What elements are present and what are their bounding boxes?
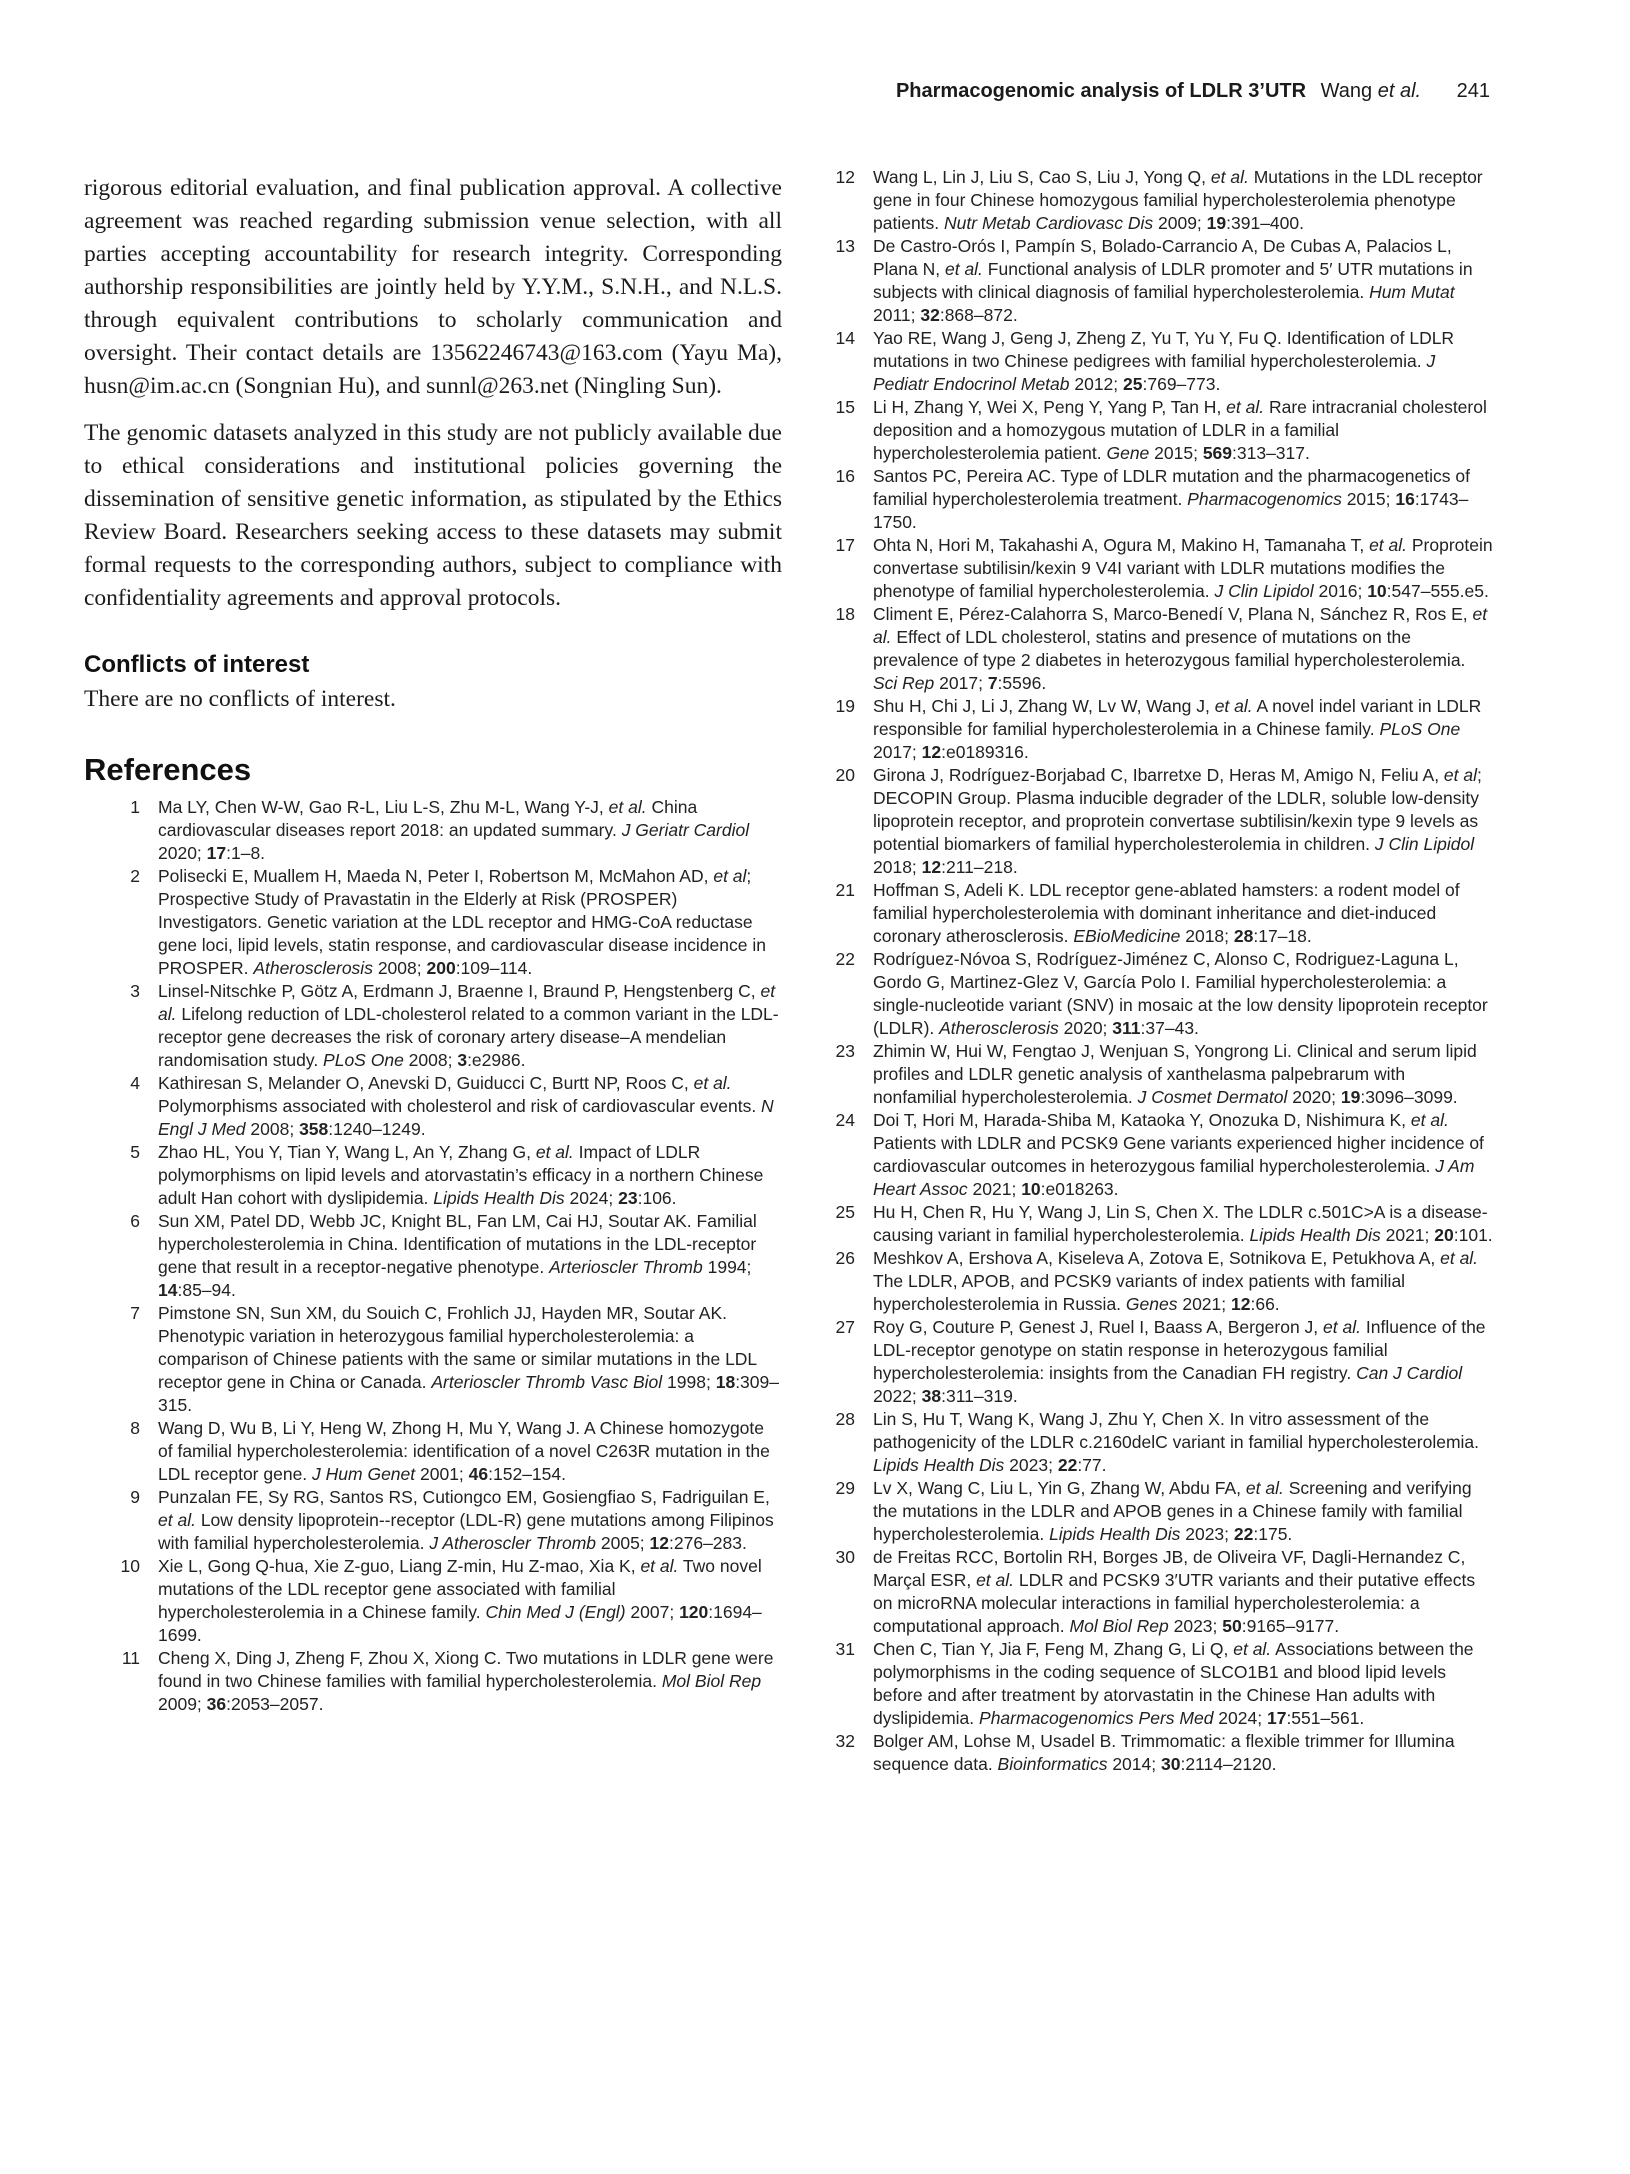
reference-text: Lin S, Hu T, Wang K, Wang J, Zhu Y, Chen X. In vitro assessment of the pathogenicity of the LDLR c.2160delC variant in familial hypercholesterolemia. Lipids Health Dis 2023; 22:77. [873,1409,1480,1475]
reference-number: 11 [121,1648,140,1668]
reference-text: Linsel-Nitschke P, Götz A, Erdmann J, Braenne I, Braund P, Hengstenberg C, et al. Lifelong reduction of LDL-cholesterol related to a common variant in the LDL-receptor gene decreases the risk of coronary artery disease–A mendelian randomisation study. PLoS One 2008; 3:e2986. [158,981,779,1070]
reference-item [84,1072,782,1141]
paragraph-data-availability: The genomic datasets analyzed in this study are not publicly available due to ethical considerations and institutional policies governing the dissemination of sensitive genetic information, as stipulated by the Ethics Review Board. Researchers seeking access to these datasets may submit formal requests to the corresponding authors, subject to compliance with confidentiality agreements and approval protocols. [84,420,782,611]
reference-number: 31 [835,1639,855,1659]
reference-number: 21 [835,880,855,900]
reference-item [833,166,1493,235]
reference-number: 13 [835,236,855,256]
reference-item [84,1141,782,1210]
references-list-left [84,796,782,1716]
reference-item [84,980,782,1072]
reference-number: 1 [130,797,140,817]
reference-item [833,1247,1493,1316]
reference-number: 10 [120,1556,140,1576]
reference-text: Punzalan FE, Sy RG, Santos RS, Cutiongco EM, Gosiengfiao S, Fadriguilan E, et al. Low density lipoprotein--receptor (LDL-R) gene mutations among Filipinos with familial hypercholesterolemia. J Atheroscler Thromb 2005; 12:276–283. [158,1487,774,1553]
reference-number: 12 [835,167,855,187]
reference-number: 24 [835,1110,855,1130]
reference-number: 26 [835,1248,855,1268]
reference-text: Kathiresan S, Melander O, Anevski D, Guiducci C, Burtt NP, Roos C, et al. Polymorphisms associated with cholesterol and risk of cardiovascular events. N Engl J Med 2008; 358:1240–1249. [158,1073,774,1139]
reference-text: Polisecki E, Muallem H, Maeda N, Peter I, Robertson M, McMahon AD, et al; Prospective Study of Pravastatin in the Elderly at Risk (PROSPER) Investigators. Genetic variation at the LDL receptor and HMG-CoA reductase gene loci, lipid levels, statin response, and cardiovascular disease incidence in PROSPER. Atherosclerosis 2008; 200:109–114. [158,866,766,978]
reference-text: Xie L, Gong Q-hua, Xie Z-guo, Liang Z-min, Hu Z-mao, Xia K, et al. Two novel mutations of the LDL receptor gene associated with familial hypercholesterolemia in a Chinese family. Chin Med J (Engl) 2007; 120:1694–1699. [158,1556,762,1645]
reference-item [833,465,1493,534]
reference-number: 17 [835,535,855,555]
right-column [833,166,1493,1776]
reference-item [833,879,1493,948]
reference-item [833,327,1493,396]
reference-text: Lv X, Wang C, Liu L, Yin G, Zhang W, Abdu FA, et al. Screening and verifying the mutations in the LDLR and APOB genes in a Chinese family with familial hypercholesterolemia. Lipids Health Dis 2023; 22:175. [873,1478,1472,1544]
reference-item [84,1486,782,1555]
reference-item [833,764,1493,879]
paragraph-authorship: rigorous editorial evaluation, and final publication approval. A collective agreement was reached regarding submission venue selection, with all parties accepting accountability for research integrity. Corresponding authorship responsibilities are jointly held by Y.Y.M., S.N.H., and N.L.S. through equivalent contributions to scholarly communication and oversight. Their contact details are 13562246743@163.com (Yayu Ma), husn@im.ac.cn (Songnian Hu), and sunnl@263.net (Ningling Sun). [84,175,782,399]
reference-text: Yao RE, Wang J, Geng J, Zheng Z, Yu T, Yu Y, Fu Q. Identification of LDLR mutations in two Chinese pedigrees with familial hypercholesterolemia. J Pediatr Endocrinol Metab 2012; 25:769–773. [873,328,1455,394]
reference-item [833,1638,1493,1730]
running-head-author-name: Wang [1320,80,1373,102]
reference-item [833,1408,1493,1477]
reference-text: Girona J, Rodríguez-Borjabad C, Ibarretxe D, Heras M, Amigo N, Feliu A, et al; DECOPIN Group. Plasma inducible degrader of the LDLR, soluble low-density lipoprotein receptor, and proprotein convertase subtilisin/kexin type 9 levels as potential biomarkers of familial hypercholesterolemia in children. J Clin Lipidol 2018; 12:211–218. [873,765,1482,877]
reference-text: Sun XM, Patel DD, Webb JC, Knight BL, Fan LM, Cai HJ, Soutar AK. Familial hypercholesterolemia in China. Identification of mutations in the LDL-receptor gene that result in a receptor-negative phenotype. Arterioscler Thromb 1994; 14:85–94. [158,1211,757,1300]
reference-number: 4 [130,1073,140,1093]
reference-number: 3 [130,981,140,1001]
reference-item [833,695,1493,764]
reference-text: Ohta N, Hori M, Takahashi A, Ogura M, Makino H, Tamanaha T, et al. Proprotein convertase subtilisin/kexin 9 V4I variant with LDLR mutations modifies the phenotype of familial hypercholesterolemia. J Clin Lipidol 2016; 10:547–555.e5. [873,535,1493,601]
reference-item [833,1316,1493,1408]
reference-item [833,396,1493,465]
running-head-author [1321,80,1421,102]
reference-number: 18 [835,604,855,624]
reference-text: de Freitas RCC, Bortolin RH, Borges JB, de Oliveira VF, Dagli-Hernandez C, Marçal ESR, et al. LDLR and PCSK9 3′UTR variants and their putative effects on microRNA molecular interactions in familial hypercholesterolemia: a computational approach. Mol Biol Rep 2023; 50:9165–9177. [873,1547,1476,1636]
reference-number: 22 [835,949,855,969]
reference-text: Ma LY, Chen W-W, Gao R-L, Liu L-S, Zhu M-L, Wang Y-J, et al. China cardiovascular diseases report 2018: an updated summary. J Geriatr Cardiol 2020; 17:1–8. [158,797,750,863]
reference-item [833,1040,1493,1109]
reference-text: Climent E, Pérez-Calahorra S, Marco-Benedí V, Plana N, Sánchez R, Ros E, et al. Effect of LDL cholesterol, statins and presence of mutations on the prevalence of type 2 diabetes in heterozygous familial hypercholesterolemia. Sci Rep 2017; 7:5596. [873,604,1488,693]
reference-number: 19 [835,696,855,716]
reference-number: 6 [130,1211,140,1231]
references-list-right [833,166,1493,1776]
reference-number: 32 [835,1731,855,1751]
reference-number: 29 [835,1478,855,1498]
reference-text: Wang D, Wu B, Li Y, Heng W, Zhong H, Mu Y, Wang J. A Chinese homozygote of familial hypercholesterolemia: identification of a novel C263R mutation in the LDL receptor gene. J Hum Genet 2001; 46:152–154. [158,1418,770,1484]
page-number: 241 [1456,80,1490,102]
reference-text: Zhimin W, Hui W, Fengtao J, Wenjuan S, Yongrong Li. Clinical and serum lipid profiles and LDLR genetic analysis of xanthelasma palpebrarum with nonfamilial hypercholesterolemia. J Cosmet Dermatol 2020; 19:3096–3099. [873,1041,1477,1107]
left-column [84,172,782,1716]
reference-number: 27 [835,1317,855,1337]
reference-item [84,1555,782,1647]
reference-text: Rodríguez-Nóvoa S, Rodríguez-Jiménez C, Alonso C, Rodriguez-Laguna L, Gordo G, Martinez-Glez V, García Polo I. Familial hypercholesterolemia: a single-nucleotide variant (SNV) in mosaic at the low density lipoprotein receptor (LDLR). Atherosclerosis 2020; 311:37–43. [873,949,1488,1038]
running-head [896,80,1490,103]
reference-number: 2 [130,866,140,886]
reference-text: Pimstone SN, Sun XM, du Souich C, Frohlich JJ, Hayden MR, Soutar AK. Phenotypic variation in heterozygous familial hypercholesterolemia: a comparison of Chinese patients with the same or similar mutations in the LDL receptor gene in China or Canada. Arterioscler Thromb Vasc Biol 1998; 18:309–315. [158,1303,779,1415]
reference-item [84,1417,782,1486]
reference-text: Cheng X, Ding J, Zheng F, Zhou X, Xiong C. Two mutations in LDLR gene were found in two Chinese families with familial hypercholesterolemia. Mol Biol Rep 2009; 36:2053–2057. [158,1648,774,1714]
reference-item [833,1201,1493,1247]
reference-text: Meshkov A, Ershova A, Kiseleva A, Zotova E, Sotnikova E, Petukhova A, et al. The LDLR, APOB, and PCSK9 variants of index patients with familial hypercholesterolemia in Russia. Genes 2021; 12:66. [873,1248,1479,1314]
reference-item [833,1477,1493,1546]
reference-item [84,865,782,980]
reference-text: Doi T, Hori M, Harada-Shiba M, Kataoka Y, Onozuka D, Nishimura K, et al. Patients with LDLR and PCSK9 Gene variants experienced higher incidence of cardiovascular outcomes in heterozygous familial hypercholesterolemia. J Am Heart Assoc 2021; 10:e018263. [873,1110,1484,1199]
reference-item [833,1109,1493,1201]
conflicts-of-interest-heading: Conflicts of interest [84,651,310,678]
reference-text: Chen C, Tian Y, Jia F, Feng M, Zhang G, Li Q, et al. Associations between the polymorphisms in the coding sequence of SLCO1B1 and blood lipid levels before and after treatment by atorvastatin in the Chinese Han adults with dyslipidemia. Pharmacogenomics Pers Med 2024; 17:551–561. [873,1639,1474,1728]
reference-text: Hu H, Chen R, Hu Y, Wang J, Lin S, Chen X. The LDLR c.501C>A is a disease-causing variant in familial hypercholesterolemia. Lipids Health Dis 2021; 20:101. [873,1202,1493,1245]
reference-item [833,603,1493,695]
reference-item [84,1302,782,1417]
reference-item [833,1730,1493,1776]
reference-number: 25 [835,1202,855,1222]
reference-text: Zhao HL, You Y, Tian Y, Wang L, An Y, Zhang G, et al. Impact of LDLR polymorphisms on lipid levels and atorvastatin’s efficacy in a northern Chinese adult Han cohort with dyslipidemia. Lipids Health Dis 2024; 23:106. [158,1142,764,1208]
running-head-etal: et al. [1377,80,1422,102]
reference-number: 8 [130,1418,140,1438]
reference-text: Wang L, Lin J, Liu S, Cao S, Liu J, Yong Q, et al. Mutations in the LDL receptor gene in four Chinese homozygous familial hypercholesterolemia phenotype patients. Nutr Metab Cardiovasc Dis 2009; 19:391–400. [873,167,1483,233]
reference-item [833,1546,1493,1638]
reference-number: 16 [835,466,855,486]
reference-text: Li H, Zhang Y, Wei X, Peng Y, Yang P, Tan H, et al. Rare intracranial cholesterol deposition and a homozygous mutation of LDLR in a familial hypercholesterolemia patient. Gene 2015; 569:313–317. [873,397,1487,463]
references-heading: References [84,752,252,787]
reference-text: Bolger AM, Lohse M, Usadel B. Trimmomatic: a flexible trimmer for Illumina sequence data. Bioinformatics 2014; 30:2114–2120. [873,1731,1455,1774]
reference-item [833,534,1493,603]
reference-item [84,796,782,865]
running-head-title: Pharmacogenomic analysis of LDLR 3’UTR [895,80,1307,102]
reference-number: 14 [835,328,855,348]
reference-text: Santos PC, Pereira AC. Type of LDLR mutation and the pharmacogenetics of familial hypercholesterolemia treatment. Pharmacogenomics 2015; 16:1743–1750. [873,466,1470,532]
reference-number: 5 [130,1142,140,1162]
reference-number: 20 [835,765,855,785]
reference-number: 23 [835,1041,855,1061]
reference-text: Roy G, Couture P, Genest J, Ruel I, Baass A, Bergeron J, et al. Influence of the LDL-receptor genotype on statin response in heterozygous familial hypercholesterolemia: insights from the Canadian FH registry. Can J Cardiol 2022; 38:311–319. [873,1317,1486,1406]
conflicts-of-interest-text: There are no conflicts of interest. [84,686,396,712]
reference-item [833,948,1493,1040]
reference-text: De Castro-Orós I, Pampín S, Bolado-Carrancio A, De Cubas A, Palacios L, Plana N, et al. Functional analysis of LDLR promoter and 5′ UTR mutations in subjects with clinical diagnosis of familial hypercholesterolemia. Hum Mutat 2011; 32:868–872. [873,236,1473,325]
reference-number: 30 [835,1547,855,1567]
reference-number: 28 [835,1409,855,1429]
reference-text: Hoffman S, Adeli K. LDL receptor gene-ablated hamsters: a rodent model of familial hypercholesterolemia with dominant inheritance and diet-induced coronary atherosclerosis. EBioMedicine 2018; 28:17–18. [873,880,1460,946]
reference-item [833,235,1493,327]
reference-text: Shu H, Chi J, Li J, Zhang W, Lv W, Wang J, et al. A novel indel variant in LDLR responsible for familial hypercholesterolemia in a Chinese family. PLoS One 2017; 12:e0189316. [873,696,1482,762]
reference-item [84,1647,782,1716]
reference-item [84,1210,782,1302]
reference-number: 15 [835,397,855,417]
reference-number: 7 [130,1303,140,1323]
reference-number: 9 [130,1487,140,1507]
